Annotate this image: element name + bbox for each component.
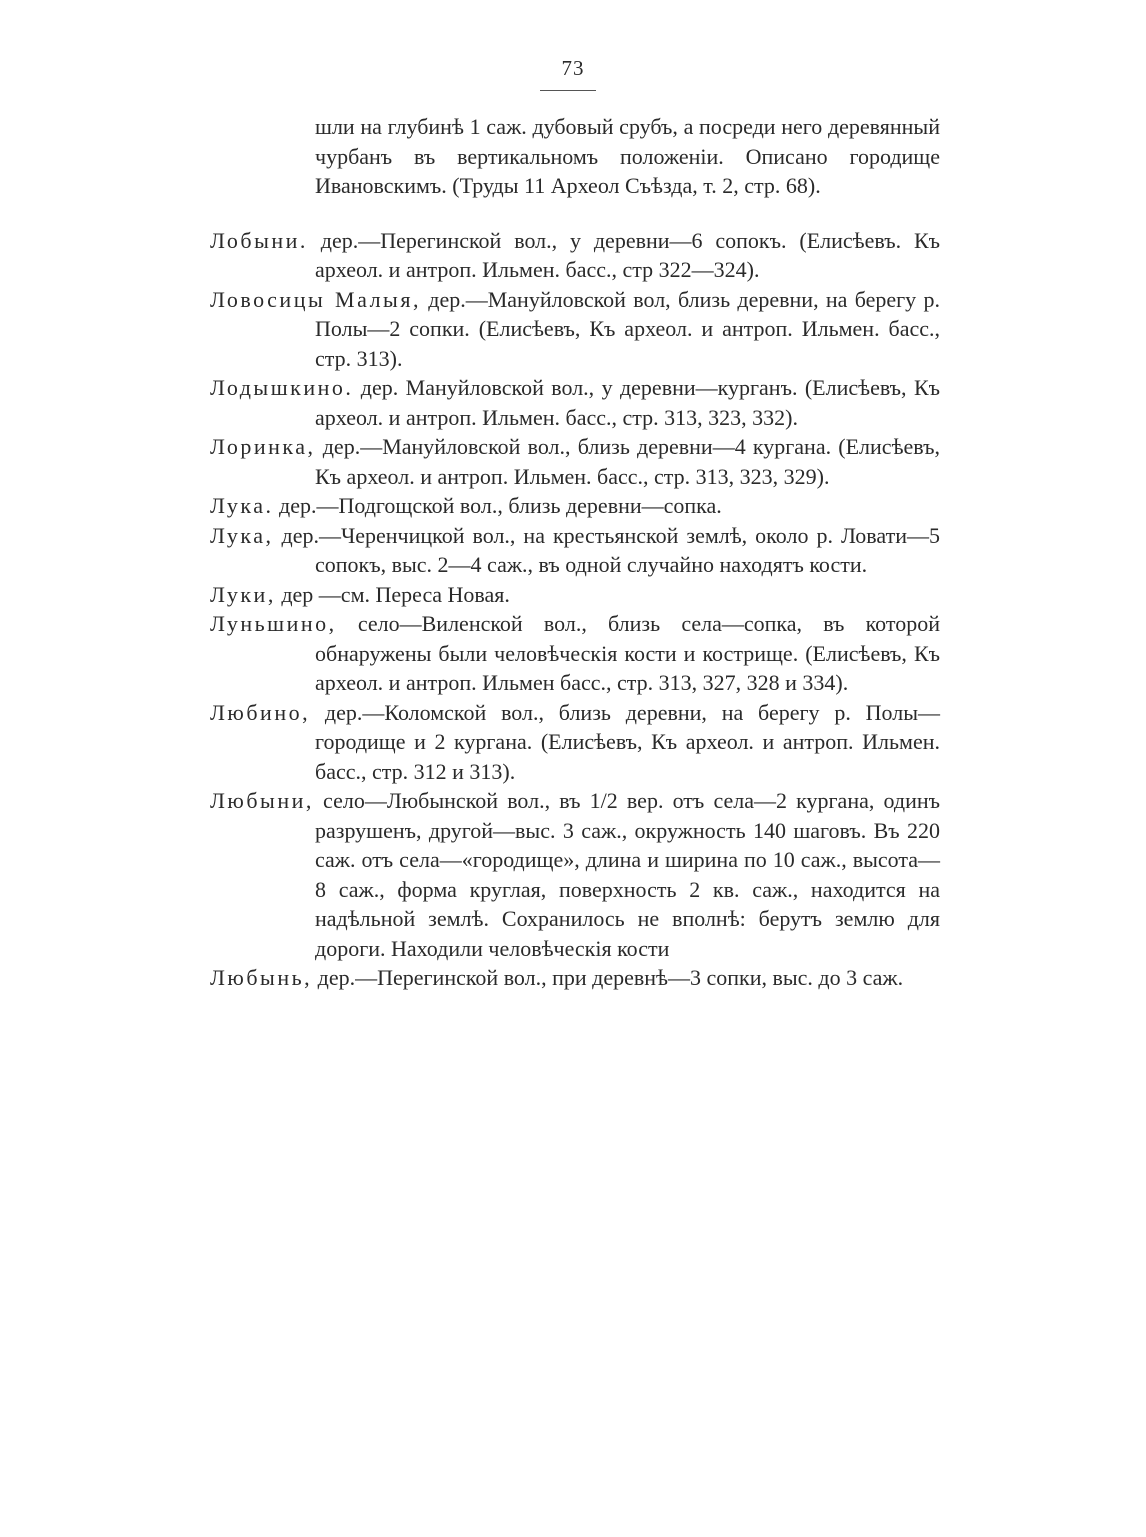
entry-lyubyni [210,786,940,963]
entry-luki [210,580,940,610]
entry-lovosicy-malyya [210,285,940,374]
entry-headword: Лука, [210,522,274,548]
entry-lyubino [210,698,940,787]
entry-headword: Лука. [210,493,274,518]
entry-text: дер.—Коломской вол., близь деревни, на берегу р. Полы—городище и 2 кургана. (Елисѣевъ, Къ археол. и антроп. Ильмен. басс., стр. 312 и 313). [310,699,940,784]
entry-lyubyn [210,963,940,993]
page-number-rule [540,90,596,91]
entry-text: дер.—Черенчицкой вол., на крестьянской землѣ, около р. Ловати—5 сопокъ, выс. 2—4 саж., въ одной случайно находятъ кости. [273,522,940,577]
entry-headword: Любынь, [210,965,313,990]
entry-text: село—Виленской вол., близь села—сопка, въ которой обнаружены были человѣческiя кости и кострище. (Елисѣевъ, Къ археол. и антроп. Ильмен басс., стр. 313, 327, 328 и 334). [315,611,940,695]
entry-text: дер.—Мануйловской вол., близь деревни—4 кургана. (Елисѣевъ, Къ археол. и антроп. Ильмен. басс., стр. 313, 323, 329). [315,434,940,489]
entry-headword: Лодышкино. [210,375,354,400]
entry-text: село—Любынской вол., въ 1/2 вер. отъ села—2 кургана, одинъ разрушенъ, другой—выс. 3 саж., окружность 140 шаговъ. Въ 220 саж. отъ села—«городище», длина и ширина по 10 саж., высота—8 саж., форма круглая, поверхность 2 кв. саж., находится на надѣльной землѣ. Сохранилось не вполнѣ: берутъ землю для дороги. Находили человѣческiя кости [313,788,940,961]
entry-text: дер.—Мануйловской вол, близь деревни, на берегу р. Полы—2 сопки. (Елисѣевъ, Къ археол. и антроп. Ильмен. басс., стр. 313). [315,286,940,371]
entry-headword: Луки, [210,581,276,607]
entry-luka-cherenchickoy [210,521,940,580]
entry-headword: Ловосицы Малыя, [210,286,421,312]
page-number: 73 [561,56,585,80]
entry-text: дер.—Перегинской вол., при деревнѣ—3 сопки, выс. до 3 саж. [312,965,904,990]
entry-lunshino [210,609,940,698]
entry-text: дер. Мануйловской вол., у деревни—курганъ. (Елисѣевъ, Къ археол. и антроп. Ильмен. басс., стр. 313, 323, 332). [315,375,940,430]
entry-text: дер.—Перегинской вол., у деревни—6 сопокъ. (Елисѣевъ. Къ археол. и антроп. Ильмен. басс., стр 322—324). [307,227,940,282]
entry-text: дер.—Подгощской вол., близь деревни—сопка. [273,493,722,518]
entry-lodyshkino [210,373,940,432]
entry-headword: Любино, [210,699,311,725]
entry-headword: Любыни, [210,788,314,813]
page-body [210,112,940,993]
entry-lobyni [210,226,940,285]
entry-headword: Лобыни. [210,227,308,253]
entry-lorinka [210,432,940,491]
entry-luka-podgoshchskoy [210,491,940,521]
entry-text: дер —см. Пересa Новая. [275,581,510,607]
entry-headword: Луньшино, [210,611,337,636]
continuation-paragraph: шли на глубинѣ 1 саж. дубовый срубъ, а посреди него деревянный чурбанъ въ вертикальномъ положенiи. Описано городище Ивановскимъ. (Труды 11 Археол Съѣзда, т. 2, стр. 68). [315,114,940,198]
entry-headword: Лоринка, [210,434,316,459]
